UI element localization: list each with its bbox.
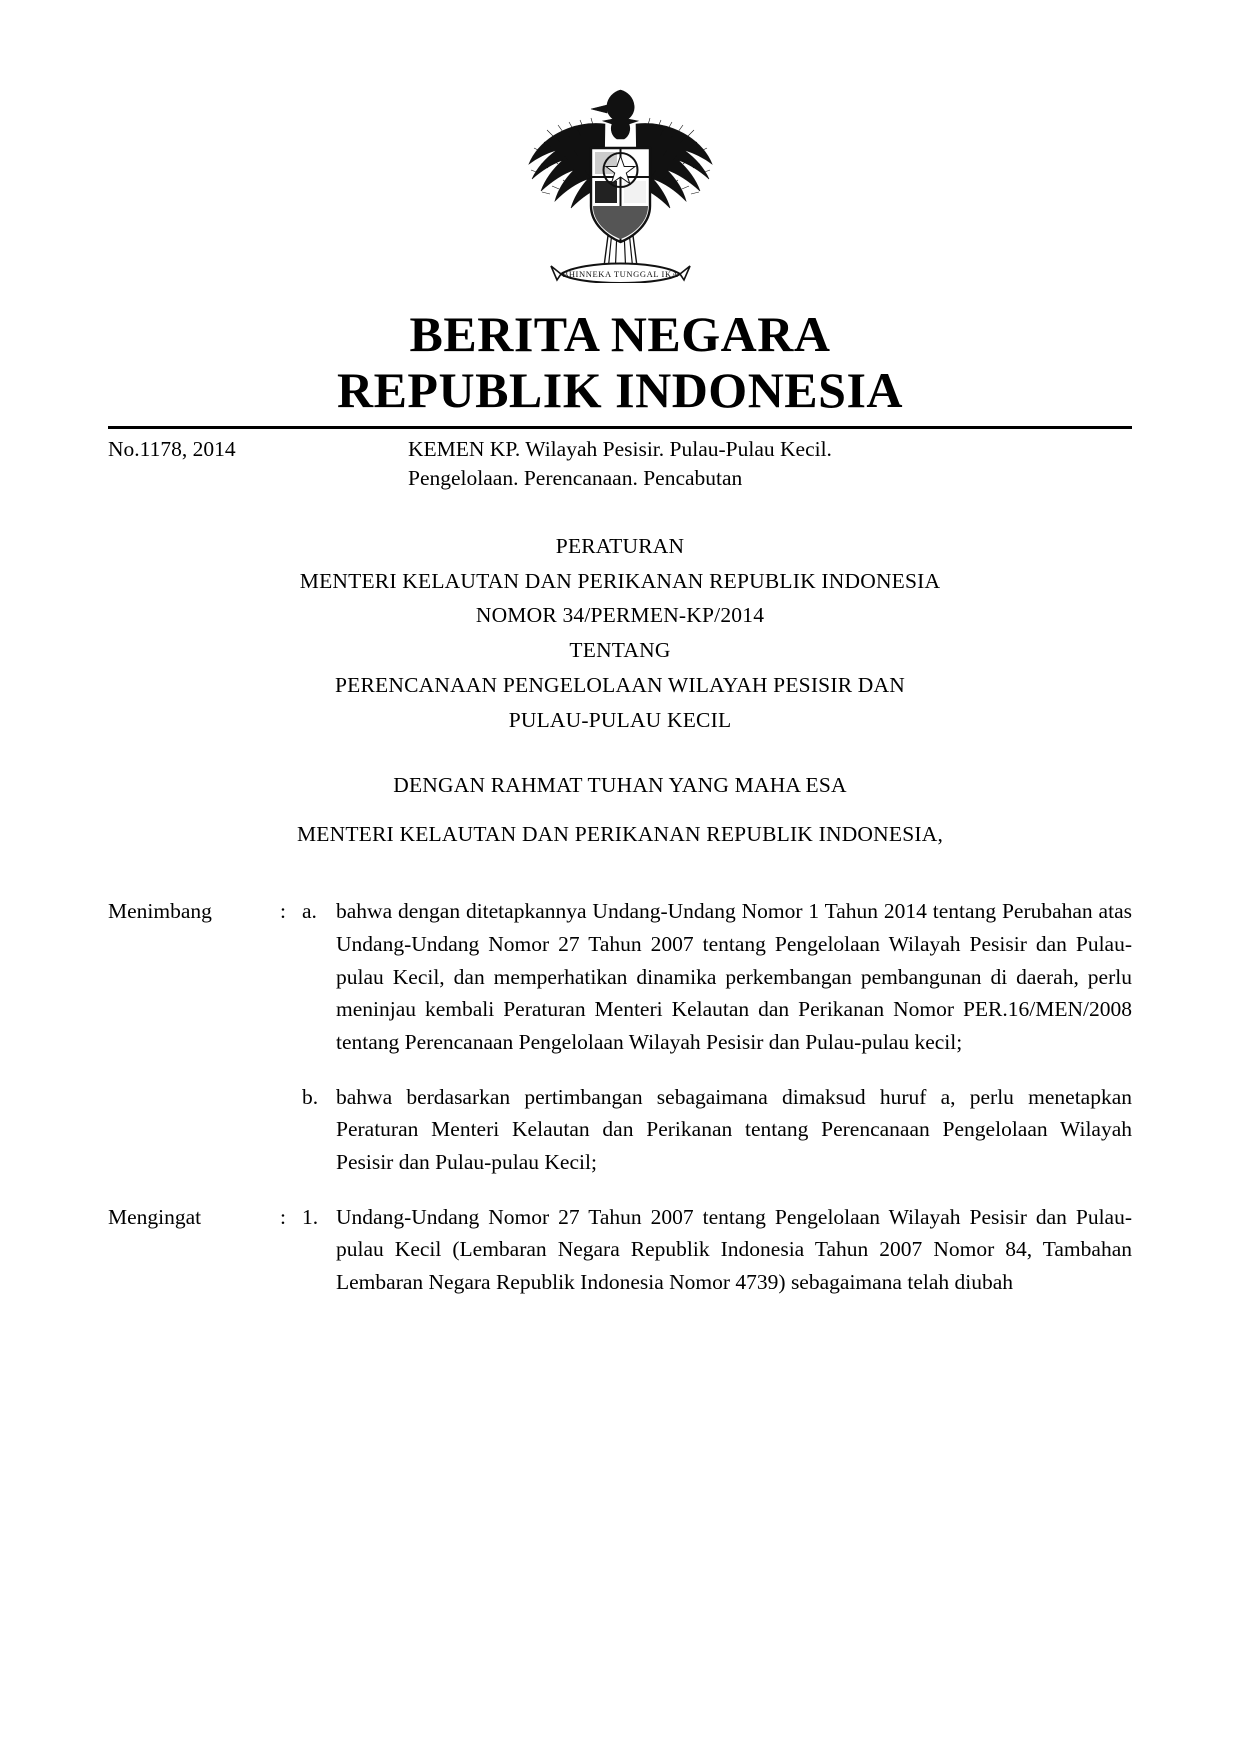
header-meta: [108, 435, 1132, 493]
title-line-1: PERATURAN: [555, 533, 685, 558]
garuda-pancasila-emblem: [513, 78, 728, 283]
regulation-title: [108, 529, 1132, 738]
invocation-block: [108, 768, 1132, 852]
subject-line-1: KEMEN KP. Wilayah Pesisir. Pulau-Pulau Kecil.: [408, 437, 832, 461]
issue-number: No.1178, 2014: [108, 437, 236, 461]
header-divider: [108, 426, 1132, 429]
invocation-line-1: DENGAN RAHMAT TUHAN YANG MAHA ESA: [393, 772, 847, 797]
title-line-6: PULAU-PULAU KECIL: [508, 707, 732, 732]
subject-line-2: Pengelolaan. Perencanaan. Pencabutan: [408, 466, 743, 491]
clause-item: [108, 895, 1132, 1058]
clause-item: [108, 1081, 1132, 1179]
title-line-4: TENTANG: [569, 638, 671, 663]
clause-colon: :: [280, 1204, 286, 1229]
svg-text:BHINNEKA TUNGGAL IKA: BHINNEKA TUNGGAL IKA: [562, 269, 678, 279]
title-line-5: PERENCANAAN PENGELOLAAN WILAYAH PESISIR DAN: [334, 673, 905, 698]
clause-item: [108, 1201, 1132, 1299]
masthead-line-1: BERITA NEGARA: [409, 306, 831, 362]
subject-keywords: [408, 435, 1132, 493]
clause-label: Mengingat: [108, 1204, 202, 1229]
title-line-2: MENTERI KELAUTAN DAN PERIKANAN REPUBLIK INDONESIA: [299, 568, 941, 593]
clause-marker: 1.: [302, 1204, 319, 1229]
clause-marker: a.: [302, 899, 317, 924]
clause-colon: :: [280, 899, 286, 924]
clause-list: [108, 895, 1132, 1298]
clause-text: bahwa berdasarkan pertimbangan sebagaimana dimaksud huruf a, perlu menetapkan Peraturan Menteri Kelautan dan Perikanan tentang Perencanaan Pengelolaan Wilayah Pesisir dan Pulau-pulau Kecil;: [336, 1084, 1132, 1175]
clause-label: Menimbang: [108, 899, 212, 924]
invocation-line-2: MENTERI KELAUTAN DAN PERIKANAN REPUBLIK INDONESIA,: [296, 821, 944, 846]
clause-marker: b.: [302, 1084, 319, 1109]
masthead: [108, 306, 1132, 418]
clause-text: Undang-Undang Nomor 27 Tahun 2007 tentang Pengelolaan Wilayah Pesisir dan Pulau-pulau Kecil (Lembaran Negara Republik Indonesia Tahun 2007 Nomor 84, Tambahan Lembaran Negara Republik Indonesia Nomor 4739) sebagaimana telah diubah: [336, 1204, 1132, 1295]
emblem-container: [108, 78, 1132, 288]
masthead-line-2: REPUBLIK INDONESIA: [336, 362, 904, 418]
clause-text: bahwa dengan ditetapkannya Undang-Undang Nomor 1 Tahun 2014 tentang Perubahan atas Undang-Undang Nomor 27 Tahun 2007 tentang Pengelolaan Wilayah Pesisir dan Pulau-pulau Kecil, dan memperhatikan dinamika perkembangan pembangunan di daerah, perlu meninjau kembali Peraturan Menteri Kelautan dan Perikanan Nomor PER.16/MEN/2008 tentang Perencanaan Pengelolaan Wilayah Pesisir dan Pulau-pulau kecil;: [336, 899, 1132, 1055]
title-line-3: NOMOR 34/PERMEN-KP/2014: [475, 603, 765, 628]
